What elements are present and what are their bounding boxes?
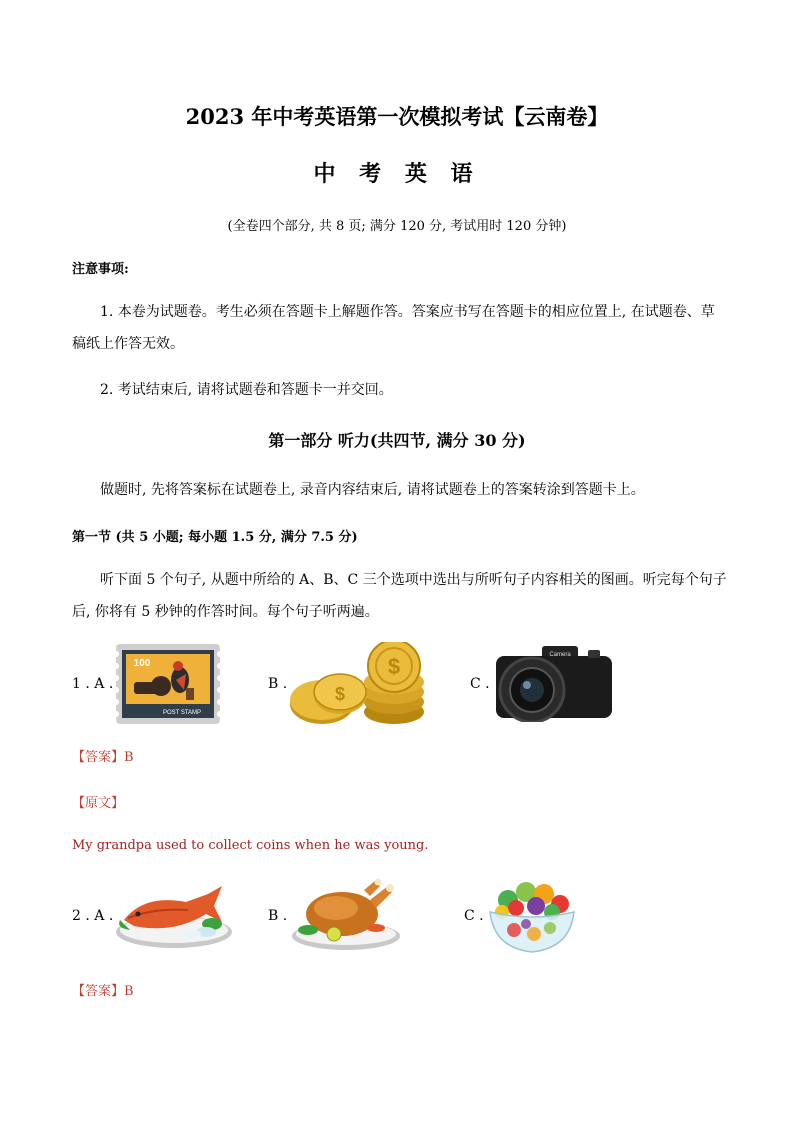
roast-chicken-image (290, 878, 400, 952)
q1-source-text: My grandpa used to collect coins when he was young. (72, 838, 429, 853)
q2-option-a-label: 2 . A . (72, 908, 114, 924)
notice-heading: 注意事项: (72, 262, 129, 277)
page-subtitle: 中 考 英 语 (313, 161, 481, 187)
part1-heading: 第一部分 听力(共四节, 满分 30 分) (268, 431, 526, 450)
q1-option-a-label: 1 . A . (72, 676, 114, 692)
svg-text:100: 100 (133, 658, 151, 669)
q2-answer: 【答案】B (72, 984, 134, 999)
notice-item-1-line1: 1. 本卷为试题卷。考生必须在答题卡上解题作答。答案应书写在答题卡的相应位置上, 在试题卷、草 (100, 304, 715, 320)
fruit-salad-image (486, 878, 578, 954)
q1-source-heading: 【原文】 (72, 796, 125, 811)
page-title: 2023 年中考英语第一次模拟考试【云南卷】 (185, 104, 609, 129)
q1-answer: 【答案】B (72, 750, 134, 765)
notice-item-2: 2. 考试结束后, 请将试题卷和答题卡一并交回。 (100, 382, 393, 398)
section1-heading: 第一节 (共 5 小题; 每小题 1.5 分, 满分 7.5 分) (72, 530, 358, 545)
section1-instruction-line2: 后, 你将有 5 秒钟的作答时间。每个句子听两遍。 (72, 604, 379, 620)
svg-text:Camera: Camera (549, 652, 571, 658)
q2-option-c-label: C . (464, 908, 484, 924)
svg-text:POST STAMP: POST STAMP (162, 710, 202, 716)
stamp-image (116, 644, 220, 724)
exam-info: (全卷四个部分, 共 8 页; 满分 120 分, 考试用时 120 分钟) (227, 219, 567, 234)
camera-image (494, 642, 614, 722)
q1-option-b-label: B . (268, 676, 288, 692)
section1-instruction-line1: 听下面 5 个句子, 从题中所给的 A、B、C 三个选项中选出与所听句子内容相关的图画。听完每个句子 (100, 572, 727, 588)
svg-text:$: $ (334, 684, 346, 704)
notice-item-1-line2: 稿纸上作答无效。 (72, 336, 184, 352)
svg-text:$: $ (387, 654, 401, 679)
q1-option-c-label: C . (470, 676, 490, 692)
q2-option-b-label: B . (268, 908, 288, 924)
coins-image (290, 642, 430, 730)
fish-dish-image (114, 880, 232, 950)
part1-instruction: 做题时, 先将答案标在试题卷上, 录音内容结束后, 请将试题卷上的答案转涂到答题卡上。 (100, 482, 645, 498)
